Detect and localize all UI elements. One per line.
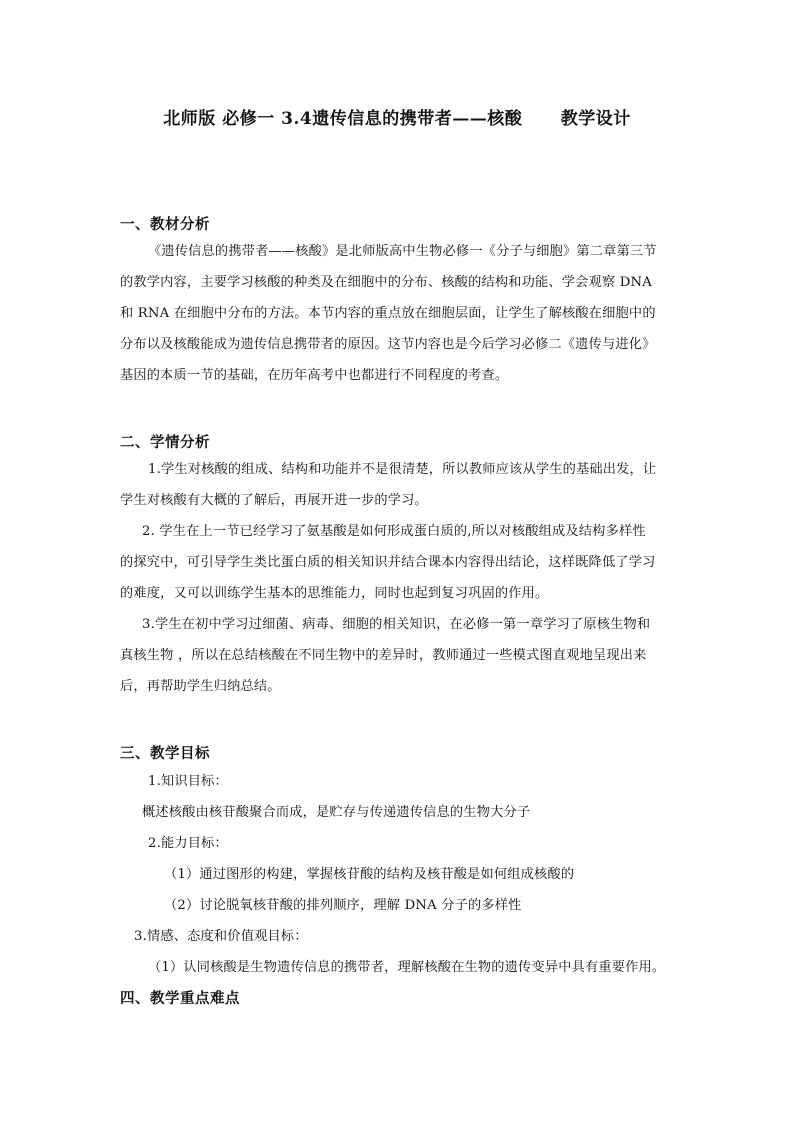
document-title: 北师版 必修一 3.4遗传信息的携带者——核酸 教学设计 xyxy=(163,109,631,129)
paragraph-line: 基因的本质一节的基础，在历年高考中也都进行不同程度的考查。 xyxy=(120,368,509,383)
paragraph-line: 1.学生对核酸的组成、结构和功能并不是很清楚，所以教师应该从学生的基础出发，让 xyxy=(148,462,657,477)
paragraph-line: 1.知识目标： xyxy=(148,774,228,789)
paragraph-line: 3.学生在初中学习过细菌、病毒、细胞的相关知识，在必修一第一章学习了原核生物和 xyxy=(142,617,651,632)
paragraph-line: 2.能力目标： xyxy=(148,836,228,851)
paragraph-line: 3.情感、态度和价值观目标： xyxy=(134,929,308,944)
section-heading-teaching-goals: 三、教学目标 xyxy=(120,745,210,762)
paragraph-line: 《遗传信息的携带者——核酸》是北师版高中生物必修一《分子与细胞》第二章第三节 xyxy=(148,244,657,259)
paragraph-line: 真核生物 ，所以在总结核酸在不同生物中的差异时，教师通过一些模式图直观地呈现出来 xyxy=(120,648,647,663)
paragraph-line: 分布以及核酸能成为遗传信息携带者的原因。这节内容也是今后学习必修二《遗传与进化》 xyxy=(120,337,656,352)
paragraph-line: 2. 学生在上一节已经学习了氨基酸是如何形成蛋白质的,所以对核酸组成及结构多样性 xyxy=(142,524,646,539)
paragraph-line: （1）认同核酸是生物遗传信息的携带者，理解核酸在生物的遗传变异中具有重要作用。 xyxy=(148,960,666,975)
paragraph-line: （2）讨论脱氧核苷酸的排列顺序，理解 DNA 分子的多样性 xyxy=(164,898,522,913)
paragraph-line: 概述核酸由核苷酸聚合而成，是贮存与传递遗传信息的生物大分子 xyxy=(142,805,531,820)
paragraph-line: （1）通过图形的构建，掌握核苷酸的结构及核苷酸是如何组成核酸的 xyxy=(164,867,575,882)
paragraph-line: 的探究中，可引导学生类比蛋白质的相关知识并结合课本内容得出结论，这样既降低了学习 xyxy=(120,555,656,570)
section-heading-textbook-analysis: 一、教材分析 xyxy=(120,216,210,233)
paragraph-line: 和 RNA 在细胞中分布的方法。本节内容的重点放在细胞层面，让学生了解核酸在细胞中的 xyxy=(120,306,656,321)
paragraph-line: 学生对核酸有大概的了解后，再展开进一步的学习。 xyxy=(120,493,428,508)
paragraph-line: 后，再帮助学生归纳总结。 xyxy=(120,679,281,694)
section-heading-student-analysis: 二、学情分析 xyxy=(120,434,210,451)
paragraph-line: 的教学内容，主要学习核酸的种类及在细胞中的分布、核酸的结构和功能、学会观察 DNA xyxy=(120,275,652,290)
section-heading-key-points: 四、教学重点难点 xyxy=(120,990,240,1007)
paragraph-line: 的难度，又可以训练学生基本的思维能力，同时也起到复习巩固的作用。 xyxy=(120,586,549,601)
